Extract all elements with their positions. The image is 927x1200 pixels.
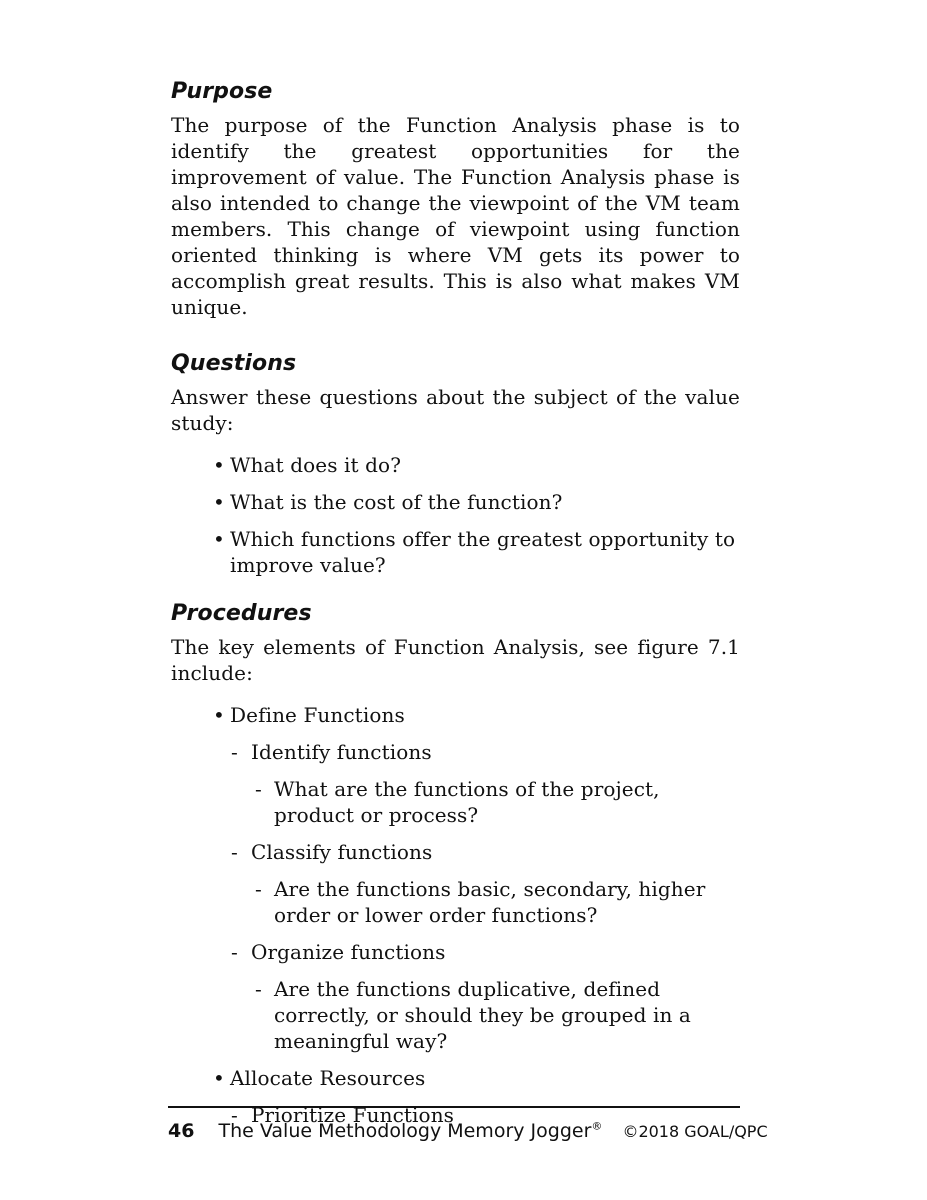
list-item-text: Are the functions duplicative, defined correctly, or should they be grouped in a meaningful way?	[274, 977, 691, 1053]
list-item	[213, 489, 740, 515]
dash-icon: -	[231, 1103, 238, 1127]
list-item	[231, 939, 740, 965]
bullet-icon: •	[213, 527, 225, 551]
book-title	[219, 1120, 603, 1142]
list-item-text: Organize functions	[251, 940, 446, 964]
bullet-icon: •	[213, 703, 225, 727]
list-item-text: Are the functions basic, secondary, higher order or lower order functions?	[274, 877, 706, 927]
list-item-text: What does it do?	[230, 453, 402, 477]
copyright-notice: ©2018 GOAL/QPC	[622, 1122, 768, 1142]
list-item	[231, 839, 740, 865]
questions-heading: Questions	[171, 351, 297, 376]
list-item-text: Identify functions	[251, 740, 432, 764]
dash-icon: -	[255, 877, 262, 901]
page-body	[171, 78, 740, 1139]
questions-intro: Answer these questions about the subject of the value study:	[171, 385, 740, 435]
list-item	[213, 452, 740, 478]
questions-section	[171, 350, 740, 578]
list-item	[213, 702, 740, 728]
list-item-text: What is the cost of the function?	[230, 490, 563, 514]
list-item	[231, 739, 740, 765]
list-item-text: Classify functions	[251, 840, 433, 864]
procedures-heading: Procedures	[171, 601, 312, 626]
bullet-icon: •	[213, 490, 225, 514]
dash-icon: -	[255, 977, 262, 1001]
list-item-text: Define Functions	[230, 703, 405, 727]
purpose-heading: Purpose	[171, 79, 273, 104]
purpose-paragraph: The purpose of the Function Analysis phase is to identify the greatest opportunities for the improvement of value. The Function Analysis phase is also intended to change the viewpoint of the VM team members. This change of viewpoint using function oriented thinking is where VM gets its power to accomplish great results. This is also what makes VM unique.	[171, 113, 740, 319]
dash-icon: -	[231, 840, 238, 864]
list-item-text: Prioritize Functions	[251, 1103, 455, 1127]
bullet-icon: •	[213, 453, 225, 477]
dash-icon: -	[231, 740, 238, 764]
list-item-text: Which functions offer the greatest opportunity to improve value?	[230, 527, 736, 577]
list-item	[213, 1065, 740, 1091]
page-footer	[168, 1106, 768, 1145]
page-number: 46	[168, 1120, 195, 1143]
list-item-text: Allocate Resources	[230, 1066, 426, 1090]
list-item	[255, 976, 740, 1054]
list-item	[213, 526, 740, 578]
list-item	[255, 776, 740, 828]
dash-icon: -	[231, 940, 238, 964]
list-item-text: What are the functions of the project, product or process?	[274, 777, 660, 827]
procedures-section	[171, 600, 740, 1128]
registered-mark: ®	[591, 1120, 603, 1133]
purpose-section	[171, 78, 740, 320]
book-title-text: The Value Methodology Memory Jogger	[218, 1120, 592, 1143]
bullet-icon: •	[213, 1066, 225, 1090]
procedures-intro: The key elements of Function Analysis, see figure 7.1 include:	[171, 635, 740, 685]
dash-icon: -	[255, 777, 262, 801]
list-item	[255, 876, 740, 928]
